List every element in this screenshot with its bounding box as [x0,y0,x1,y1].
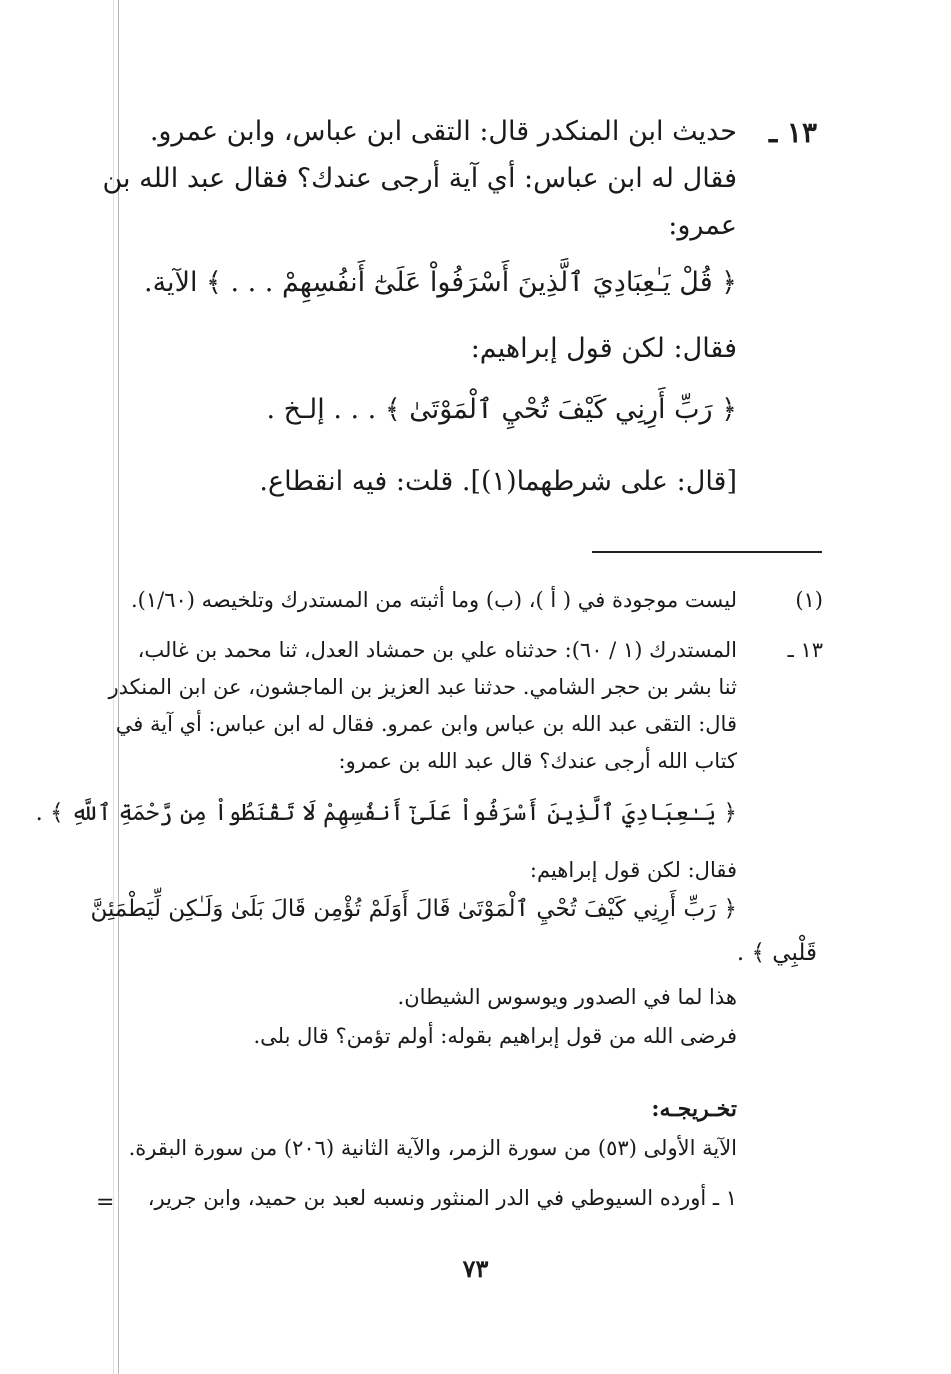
footnote-separator [592,551,822,553]
main-line-2: فقال له ابن عباس: أي آية أرجى عندك؟ فقال عبد الله بن [102,163,737,194]
takhrij-line-2: ١ ـ أورده السيوطي في الدر المنثور ونسبه لعبد بن حميد، وابن جرير، [147,1186,737,1210]
continuation-mark: = [96,1190,115,1215]
main-line-3: عمرو: [668,210,737,241]
main-line-1: حديث ابن المنكدر قال: التقى ابن عباس، وابن عمرو. [149,116,737,147]
footnote-13-line-2: ثنا بشر بن حجر الشامي. حدثنا عبد العزيز بن الماجشون، عن ابن المنكدر [108,675,737,699]
footnote-1-number: (١) [795,588,823,612]
quran-verse-1: ﴿ قُلْ يَـٰعِبَادِيَ ٱلَّذِينَ أَسْرَفُواْ عَلَىٰٓ أَنفُسِهِمْ . . . ﴾ الآية. [144,267,737,298]
page-number: ٧٣ [462,1254,489,1283]
main-line-5: فقال: لكن قول إبراهيم: [470,333,737,364]
footnote-quran-verse-1: ﴿ يَـٰعِبَادِيَ ٱلَّذِينَ أَسْرَفُواْ عَلَىٰٓ أَنفُسِهِمْ لَا تَقْنَطُواْ مِن رَّحْمَةِ ٱللَّهِ ﴾ . [35,800,737,826]
footnote-quran-verse-2-end: قَلْبِي ﴾ . [736,940,817,966]
quran-verse-2: ﴿ رَبِّ أَرِنِي كَيْفَ تُحْيِ ٱلْمَوْتَىٰ ﴾ . . . إلـخ . [266,394,737,425]
footnote-1-text: ليست موجودة في ( أ )، (ب) وما أثبته من المستدرك وتلخيصه (١/٦٠). [130,588,737,612]
main-line-7: [قال: على شرطهما(١)]. قلت: فيه انقطاع. [259,466,737,497]
footnote-13-line-10: فرضى الله من قول إبراهيم بقوله: أولم تؤمن؟ قال بلى. [253,1024,737,1048]
footnote-13-line-3: قال: التقى عبد الله بن عباس وابن عمرو. فقال له ابن عباس: أي آية في [115,712,737,736]
footnote-13-line-9: هذا لما في الصدور ويوسوس الشيطان. [397,985,737,1009]
footnote-13-line-4: كتاب الله أرجى عندك؟ قال عبد الله بن عمرو: [338,749,737,773]
takhrij-heading: تخـريجـه: [651,1096,737,1122]
footnote-13-line-1: المستدرك (١ / ٦٠): حدثناه علي بن حمشاد العدل، ثنا محمد بن غالب، [137,638,737,662]
footnote-13-number: ١٣ ـ [787,638,823,662]
hadith-number: ١٣ ـ [768,116,817,149]
takhrij-line-1: الآية الأولى (٥٣) من سورة الزمر، والآية الثانية (٢٠٦) من سورة البقرة. [128,1136,737,1160]
footnote-quran-verse-2: ﴿ رَبِّ أَرِنِي كَيْفَ تُحْيِ ٱلْمَوْتَىٰ قَالَ أَوَلَمْ تُؤْمِن قَالَ بَلَىٰ وَلَـٰكِن لِّيَطْمَئِنَّ [90,896,737,922]
footnote-13-line-6: فقال: لكن قول إبراهيم: [529,858,737,882]
